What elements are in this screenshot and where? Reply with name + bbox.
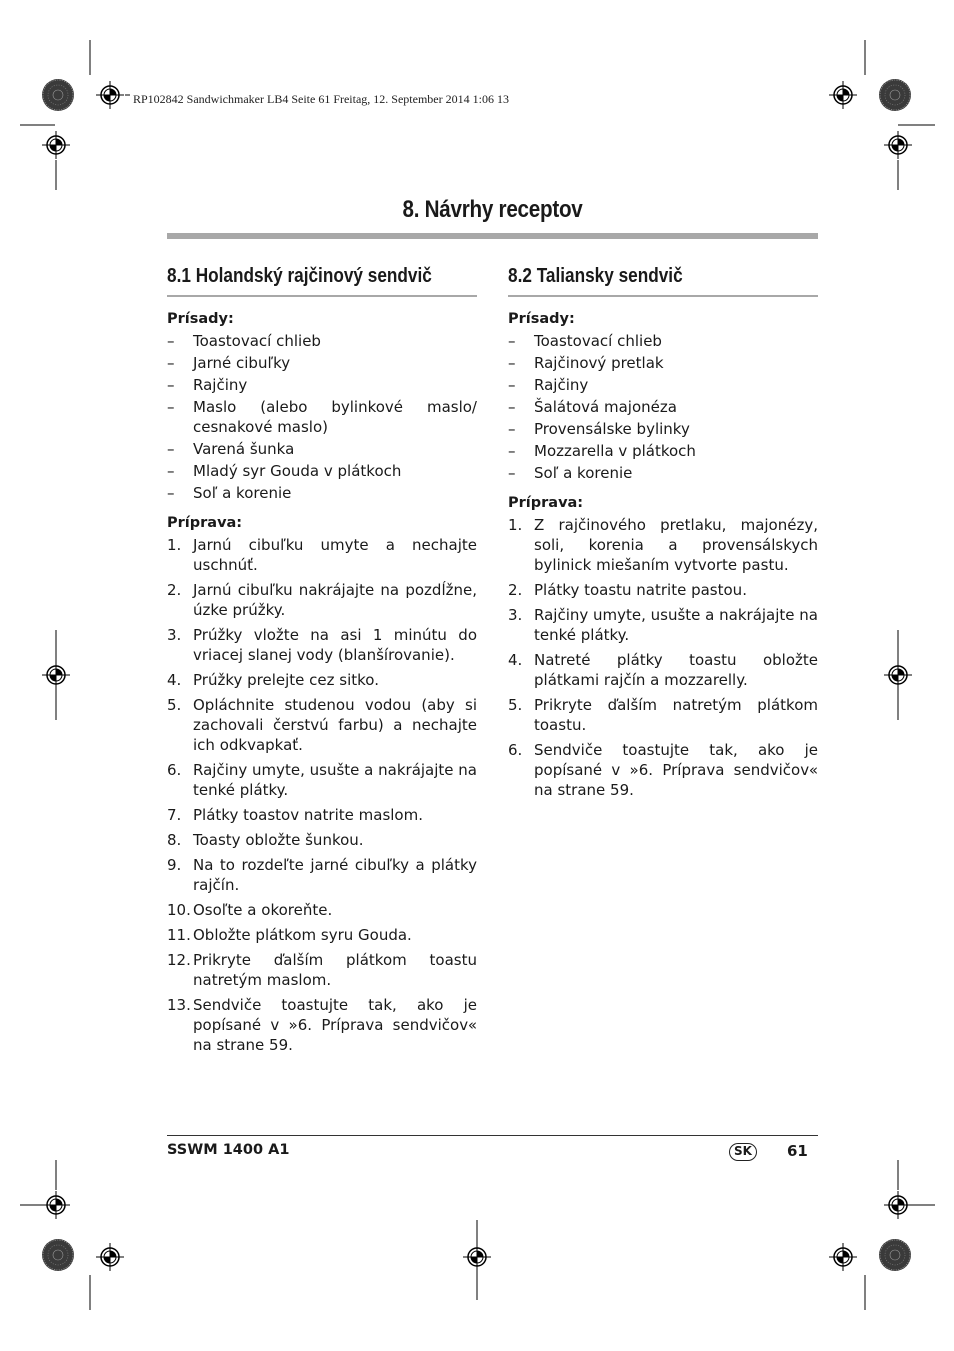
step-item bbox=[167, 950, 477, 990]
step-text: Na to rozdeľte jarné cibuľky a plátky rajčín. bbox=[193, 856, 477, 894]
step-text: Prúžky vložte na asi 1 minútu do vriacej slanej vody (blanšírovanie). bbox=[193, 626, 477, 664]
step-text: Toasty obložte šunkou. bbox=[193, 831, 364, 849]
step-text: Jarnú cibuľku umyte a nechajte uschnúť. bbox=[193, 536, 477, 574]
step-text: Prikryte ďalším plátkom toastu natretým maslom. bbox=[193, 951, 477, 989]
footer-rule bbox=[167, 1135, 818, 1136]
step-item bbox=[508, 695, 818, 735]
recipe-dutch-tomato-sandwich bbox=[167, 262, 477, 1060]
step-number: 8. bbox=[167, 831, 182, 849]
ingredient-item: – Provensálske bylinky bbox=[508, 419, 818, 439]
step-number: 1. bbox=[167, 536, 182, 554]
step-text: Prúžky prelejte cez sitko. bbox=[193, 671, 379, 689]
step-text: Plátky toastov natrite maslom. bbox=[193, 806, 423, 824]
step-item bbox=[508, 605, 818, 645]
step-item bbox=[167, 760, 477, 800]
footer-model-number: SSWM 1400 A1 bbox=[167, 1142, 290, 1158]
section-title: 8.2 Taliansky sendvič bbox=[508, 265, 683, 287]
language-badge: SK bbox=[729, 1143, 757, 1161]
step-item bbox=[167, 580, 477, 620]
ingredient-item: – Šalátová majonéza bbox=[508, 397, 818, 417]
ingredient-item: – Maslo (alebo bylinkové maslo/ cesnakové maslo) bbox=[167, 397, 477, 437]
step-item bbox=[167, 535, 477, 575]
section-title: 8.1 Holandský rajčinový sendvič bbox=[167, 265, 432, 287]
step-text: Rajčiny umyte, usušte a nakrájajte na tenké plátky. bbox=[193, 761, 477, 799]
ingredients-heading: Prísady: bbox=[508, 311, 575, 327]
step-item bbox=[167, 995, 477, 1055]
ingredient-item: – Jarné cibuľky bbox=[167, 353, 477, 373]
step-number: 2. bbox=[167, 581, 182, 599]
step-number: 3. bbox=[508, 606, 523, 624]
step-number: 5. bbox=[167, 696, 182, 714]
step-item bbox=[167, 695, 477, 755]
ingredient-item: – Mozzarella v plátkoch bbox=[508, 441, 818, 461]
step-text: Opláchnite studenou vodou (aby si zachovali čerstvú farbu) a nechajte ich odkvapkať. bbox=[193, 696, 477, 754]
step-item bbox=[167, 925, 477, 945]
step-number: 6. bbox=[167, 761, 182, 779]
ingredient-item: – Soľ a korenie bbox=[167, 483, 477, 503]
recipe-italian-sandwich bbox=[508, 262, 818, 805]
steps-heading: Príprava: bbox=[508, 495, 584, 511]
steps-list bbox=[167, 535, 477, 1055]
step-text: Prikryte ďalším natretým plátkom toastu. bbox=[534, 696, 818, 734]
step-text: Obložte plátkom syru Gouda. bbox=[193, 926, 412, 944]
ingredient-item: – Rajčiny bbox=[508, 375, 818, 395]
ingredient-item: – Mladý syr Gouda v plátkoch bbox=[167, 461, 477, 481]
ingredients-heading: Prísady: bbox=[167, 311, 234, 327]
ingredients-list bbox=[508, 331, 818, 483]
step-text: Sendviče toastujte tak, ako je popísané v »6. Príprava sendvičov« na strane 59. bbox=[193, 996, 477, 1054]
step-number: 9. bbox=[167, 856, 182, 874]
ingredient-item: – Toastovací chlieb bbox=[167, 331, 477, 351]
step-item bbox=[508, 580, 818, 600]
step-text: Plátky toastu natrite pastou. bbox=[534, 581, 747, 599]
section-rule bbox=[167, 295, 477, 297]
section-rule bbox=[508, 295, 818, 297]
ingredient-item: – Toastovací chlieb bbox=[508, 331, 818, 351]
step-number: 4. bbox=[508, 651, 523, 669]
step-item bbox=[167, 900, 477, 920]
steps-heading: Príprava: bbox=[167, 515, 243, 531]
ingredient-item: – Soľ a korenie bbox=[508, 463, 818, 483]
step-item bbox=[167, 670, 477, 690]
step-number: 12. bbox=[167, 951, 191, 969]
step-number: 13. bbox=[167, 996, 191, 1014]
step-text: Rajčiny umyte, usušte a nakrájajte na tenké plátky. bbox=[534, 606, 818, 644]
step-text: Sendviče toastujte tak, ako je popísané v »6. Príprava sendvičov« na strane 59. bbox=[534, 741, 818, 799]
ingredient-item: – Rajčiny bbox=[167, 375, 477, 395]
step-number: 1. bbox=[508, 516, 523, 534]
step-number: 6. bbox=[508, 741, 523, 759]
step-number: 4. bbox=[167, 671, 182, 689]
step-number: 11. bbox=[167, 926, 191, 944]
step-number: 5. bbox=[508, 696, 523, 714]
ingredient-item: – Varená šunka bbox=[167, 439, 477, 459]
step-text: Z rajčinového pretlaku, majonézy, soli, korenia a provensálskych bylinick miešaním vytvorte pastu. bbox=[534, 516, 818, 574]
step-item bbox=[508, 515, 818, 575]
step-item bbox=[508, 740, 818, 800]
step-number: 7. bbox=[167, 806, 182, 824]
step-text: Osoľte a okoreňte. bbox=[193, 901, 333, 919]
step-item bbox=[167, 830, 477, 850]
step-item bbox=[167, 625, 477, 665]
step-item bbox=[167, 805, 477, 825]
page-number: 61 bbox=[787, 1142, 808, 1160]
step-number: 2. bbox=[508, 581, 523, 599]
ingredient-item: – Rajčinový pretlak bbox=[508, 353, 818, 373]
step-text: Natreté plátky toastu obložte plátkami rajčín a mozzarelly. bbox=[534, 651, 818, 689]
step-text: Jarnú cibuľku nakrájajte na pozdĺžne, úzke prúžky. bbox=[193, 581, 477, 619]
print-slug: RP102842 Sandwichmaker LB4 Seite 61 Freitag, 12. September 2014 1:06 13 bbox=[133, 92, 509, 106]
step-number: 3. bbox=[167, 626, 182, 644]
step-item bbox=[508, 650, 818, 690]
title-rule bbox=[167, 233, 818, 239]
ingredients-list bbox=[167, 331, 477, 503]
steps-list bbox=[508, 515, 818, 800]
page-title: 8. Návrhy receptov bbox=[402, 196, 583, 223]
step-item bbox=[167, 855, 477, 895]
step-number: 10. bbox=[167, 901, 191, 919]
